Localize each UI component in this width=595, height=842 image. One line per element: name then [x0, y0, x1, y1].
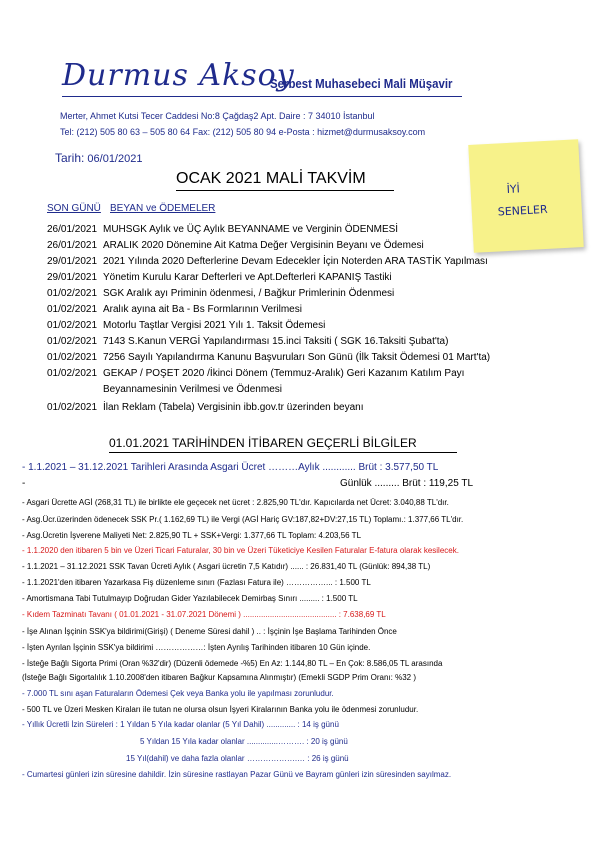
calendar-text: 7143 S.Kanun VERGİ Yapılandırması 15.inci Taksiti ( SGK 16.Taksiti Şubat'ta)	[103, 336, 449, 347]
calendar-text: 2021 Yılında 2020 Defterlerine Devam Edecekler İçin Noterden ARA TASTİK Yapılması	[103, 256, 488, 267]
calendar-date: 01/02/2021	[47, 352, 98, 363]
page-title: OCAK 2021 MALİ TAKVİM	[176, 170, 366, 187]
calendar-row	[47, 304, 302, 315]
column-header-declarations: BEYAN ve ÖDEMELER	[110, 203, 216, 214]
calendar-date: 01/02/2021	[47, 320, 98, 331]
calendar-row	[47, 256, 488, 267]
calendar-row	[47, 336, 448, 347]
info-line: - Amortismana Tabi Tutulmayıp Doğrudan Gider Yazılabilecek Demirbaş Sınırı ......... : 1.500 TL	[22, 594, 358, 603]
calendar-date: 01/02/2021	[47, 304, 98, 315]
calendar-row	[47, 352, 490, 363]
column-header-deadline: SON GÜNÜ	[47, 203, 101, 214]
company-logo: Durmus Aksoy	[62, 58, 295, 93]
calendar-row	[47, 320, 325, 331]
calendar-text: Motorlu Taştlar Vergisi 2021 Yılı 1. Taksit Ödemesi	[103, 320, 326, 331]
company-subtitle: Serbest Muhasebeci Mali Müşavir	[270, 76, 453, 91]
info-line: - Yıllık Ücretli İzin Süreleri : 1 Yıldan 5 Yıla kadar olanlar (5 Yıl Dahil) ............. : 14 iş günü	[22, 720, 339, 729]
info-line: - İşten Ayrılan İşçinin SSK'ya bildirimi ………………: İşten Ayrılış Tarihinden itibaren 10 Gün içinde.	[22, 643, 371, 652]
calendar-row	[47, 402, 364, 413]
calendar-row	[47, 368, 464, 379]
calendar-date: 26/01/2021	[47, 240, 98, 251]
document-date	[55, 151, 142, 165]
sticky-note-line1: İYİ	[506, 182, 521, 196]
calendar-text: Aralık ayına ait Ba - Bs Formlarının Verilmesi	[103, 304, 302, 315]
info-line: - Cumartesi günleri izin süresine dahildir. İzin süresine rastlayan Pazar Günü ve Bayram günleri izin süresinden sayılmaz.	[22, 770, 452, 779]
calendar-row	[47, 272, 392, 283]
calendar-row	[47, 224, 398, 235]
info-line: - İşe Alınan İşçinin SSK'ya bildirimi(Girişi) ( Deneme Süresi dahil ) .. : İşçinin İşe Başlama Tarihinden Önce	[22, 627, 397, 636]
company-contact: Tel: (212) 505 80 63 – 505 80 64 Fax: (212) 505 80 94 e-Posta : hizmet@durmusaksoy.com	[60, 127, 426, 137]
info-line: - Kıdem Tazminatı Tavanı ( 01.01.2021 - 31.07.2021 Dönemi ) .......................................... : 7.638,69 TL	[22, 610, 386, 619]
calendar-text: Beyannamesinin Verilmesi ve Ödenmesi	[103, 384, 282, 395]
info-line: - İsteğe Bağlı Sigorta Primi (Oran %32'dir) (Düzenli ödemede -%5) En Az: 1.144,80 TL – En Çok: 8.586,05 TL arasında	[22, 659, 443, 668]
calendar-text: SGK Aralık ayı Priminin ödenmesi, / Bağkur Primlerinin Ödenmesi	[103, 288, 395, 299]
calendar-date: 01/02/2021	[47, 336, 98, 347]
company-address: Merter, Ahmet Kutsi Tecer Caddesi No:8 Çağdaş2 Apt. Daire : 7 34010 İstanbul	[60, 111, 375, 121]
calendar-date: 01/02/2021	[47, 288, 98, 299]
info-line: - 1.1.2021 – 31.12.2021 Tarihleri Arasında Asgari Ücret ………Aylık ............ Brüt : 3.577,50 TL	[22, 462, 439, 473]
calendar-row	[47, 240, 424, 251]
title-underline	[176, 190, 394, 191]
calendar-date: 26/01/2021	[47, 224, 98, 235]
calendar-text: Yönetim Kurulu Karar Defterleri ve Apt.Defterleri KAPANIŞ Tastiki	[103, 272, 392, 283]
date-label: Tarih:	[55, 151, 85, 165]
calendar-text: MUHSGK Aylık ve ÜÇ Aylık BEYANNAME ve Verginin ÖDENMESİ	[103, 224, 399, 235]
section-divider	[109, 452, 457, 453]
info-line: - 500 TL ve Üzeri Mesken Kiraları ile tutan ne olursa olsun İşyeri Kiralarının Banka yolu ile ödenmesi zorunludur.	[22, 705, 419, 714]
calendar-date: 01/02/2021	[47, 368, 98, 379]
info-line: Günlük ......... Brüt : 119,25 TL	[340, 478, 474, 489]
sticky-note-line2: SENELER	[497, 202, 548, 219]
calendar-row	[47, 384, 282, 395]
calendar-text: İlan Reklam (Tabela) Vergisinin ibb.gov.tr üzerinden beyanı	[103, 402, 364, 413]
calendar-date: 29/01/2021	[47, 256, 98, 267]
sticky-note	[468, 139, 584, 253]
info-line: - 1.1.2020 den itibaren 5 bin ve Üzeri Ticari Faturalar, 30 bin ve Üzeri Tüketiciye Kesilen Faturalar E-fatura olarak kesilecek.	[22, 546, 459, 555]
date-value: 06/01/2021	[87, 153, 143, 165]
calendar-text: 7256 Sayılı Yapılandırma Kanunu Başvuruları Son Günü (İlk Taksit Ödemesi 01 Mart'ta)	[103, 352, 491, 363]
info-line: 15 Yıl(dahil) ve daha fazla olanlar ……………….… : 26 iş günü	[126, 754, 349, 763]
info-line: - Asg.Ücr.üzerinden ödenecek SSK Pr.( 1.162,69 TL) ile Vergi (AGİ Hariç GV:187,82+DV:27,15 TL) Toplamı.: 1.377,66 TL'dır.	[22, 515, 464, 524]
info-line: - 1.1.2021'den itibaren Yazarkasa Fiş düzenleme sınırı (Fazlası Fatura ile) ……………... : 1.500 TL	[22, 578, 371, 587]
info-line: - 1.1.2021 – 31.12.2021 SSK Tavan Ücreti Aylık ( Asgari ücretin 7,5 Katıdır) ...... : 26.831,40 TL (Günlük: 894,38 TL)	[22, 562, 431, 571]
info-line: -	[22, 478, 26, 489]
calendar-date: 29/01/2021	[47, 272, 98, 283]
info-line: 5 Yıldan 15 Yıla kadar olanlar ..............………. : 20 iş günü	[140, 737, 348, 746]
info-line: (İsteğe Bağlı Sigortalılık 1.10.2008'den itibaren Bağkur Kapsamına Alınmıştır) (Emekli SGDP Prim Oranı: %32 )	[22, 673, 416, 682]
calendar-date: 01/02/2021	[47, 402, 98, 413]
calendar-text: GEKAP / POŞET 2020 /İkinci Dönem (Temmuz-Aralık) Geri Kazanım Katılım Payı	[103, 368, 465, 379]
info-line: - Asgari Ücrette AGİ (268,31 TL) ile birlikte ele geçecek net ücret : 2.825,90 TL'dır. Kapıcılarda net Ücret: 3.040,88 TL'dır.	[22, 498, 449, 507]
section-title: 01.01.2021 TARİHİNDEN İTİBAREN GEÇERLİ BİLGİLER	[109, 436, 417, 450]
calendar-text: ARALIK 2020 Dönemine Ait Katma Değer Vergisinin Beyanı ve Ödemesi	[103, 240, 424, 251]
info-line: - 7.000 TL sını aşan Faturaların Ödemesi Çek veya Banka yolu ile yapılması zorunludur.	[22, 689, 334, 698]
info-line: - Asg.Ücretin İşverene Maliyeti Net: 2.825,90 TL + SSK+Vergi: 1.377,66 TL Toplam: 4.203,56 TL	[22, 531, 362, 540]
calendar-row	[47, 288, 394, 299]
letterhead-divider	[62, 96, 462, 97]
